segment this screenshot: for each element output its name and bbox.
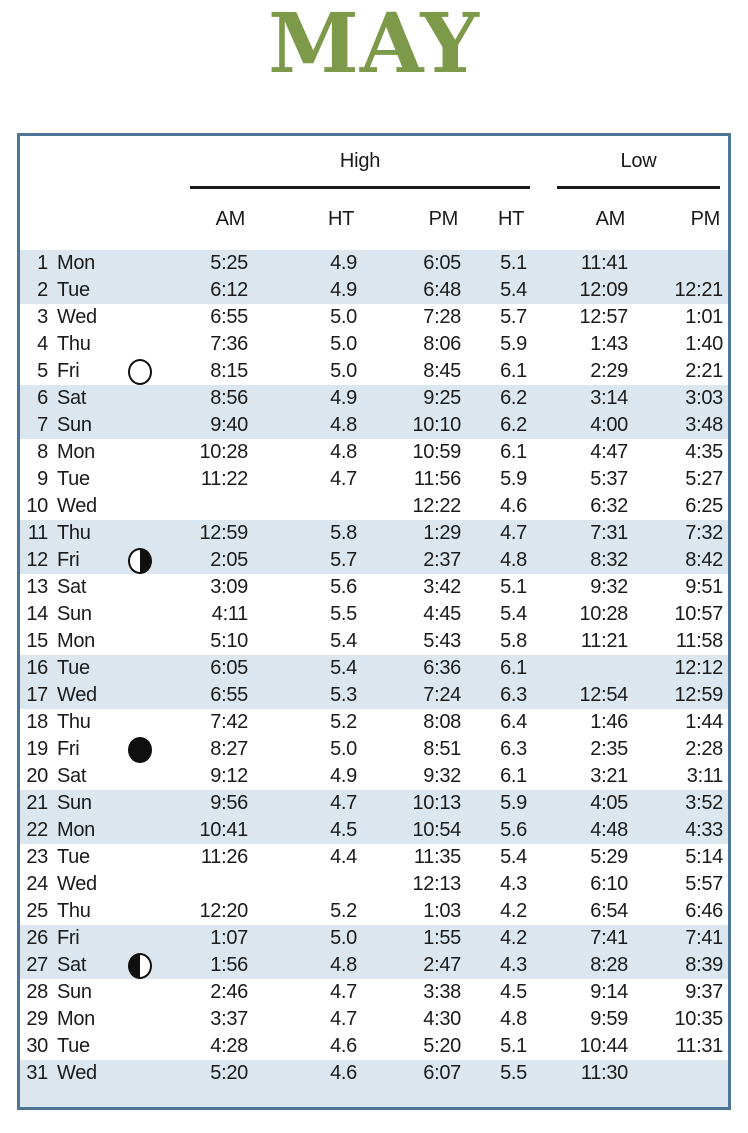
- low-am-time: 3:14: [590, 387, 628, 409]
- low-am-time: 10:44: [579, 1035, 628, 1057]
- high-am-time: 1:56: [210, 954, 248, 976]
- low-am-time: 9:32: [590, 576, 628, 598]
- table-row: [20, 1033, 728, 1060]
- high-am-height: 5.0: [330, 306, 357, 328]
- low-am-time: 11:41: [580, 252, 628, 274]
- table-row: [20, 817, 728, 844]
- first-quarter-moon-icon: [128, 953, 152, 979]
- low-am-time: 4:47: [590, 441, 628, 463]
- high-pm-height: 6.2: [500, 387, 527, 409]
- tide-table: [17, 133, 731, 1110]
- high-pm-height: 6.1: [500, 360, 527, 382]
- high-pm-height: 5.9: [500, 792, 527, 814]
- high-am-time: 9:12: [210, 765, 248, 787]
- low-am-time: 4:48: [590, 819, 628, 841]
- low-am-time: 10:28: [579, 603, 628, 625]
- low-pm-time: 1:40: [685, 333, 723, 355]
- high-pm-time: 1:03: [423, 900, 461, 922]
- high-am-time: 11:22: [200, 468, 248, 490]
- high-pm-time: 8:51: [423, 738, 461, 760]
- low-am-time: 1:43: [590, 333, 628, 355]
- low-pm-time: 2:28: [685, 738, 723, 760]
- low-pm-time: 4:35: [685, 441, 723, 463]
- col-header-high-ht: HT: [327, 208, 354, 230]
- day-number: 2: [37, 279, 48, 301]
- low-am-time: 1:46: [590, 711, 628, 733]
- low-am-time: 8:28: [590, 954, 628, 976]
- day-number: 15: [26, 630, 48, 652]
- day-number: 13: [26, 576, 48, 598]
- high-pm-height: 6.2: [500, 414, 527, 436]
- table-row: [20, 790, 728, 817]
- low-am-time: 3:21: [590, 765, 628, 787]
- high-pm-height: 5.5: [500, 1062, 527, 1084]
- table-row: [20, 952, 728, 979]
- table-row: [20, 871, 728, 898]
- weekday: Mon: [57, 819, 96, 841]
- high-pm-time: 2:37: [423, 549, 461, 571]
- high-pm-height: 4.2: [500, 927, 527, 949]
- high-am-height: 5.7: [330, 549, 357, 571]
- low-underline: [557, 186, 720, 189]
- high-am-time: 8:27: [210, 738, 248, 760]
- high-pm-time: 5:43: [423, 630, 461, 652]
- table-row: [20, 547, 728, 574]
- low-group-label: Low: [620, 149, 657, 172]
- high-am-height: 5.2: [330, 711, 357, 733]
- moon-phase-cell: [115, 359, 165, 385]
- day-number: 5: [37, 360, 48, 382]
- high-pm-height: 5.4: [500, 603, 527, 625]
- low-am-time: 9:59: [590, 1008, 628, 1030]
- table-row: [20, 763, 728, 790]
- table-row: [20, 250, 728, 277]
- day-number: 10: [26, 495, 48, 517]
- day-number: 17: [26, 684, 48, 706]
- table-row: [20, 493, 728, 520]
- high-pm-time: 3:42: [423, 576, 461, 598]
- high-am-time: 9:56: [210, 792, 248, 814]
- low-pm-time: 9:37: [685, 981, 723, 1003]
- high-pm-time: 10:13: [412, 792, 461, 814]
- day-number: 16: [26, 657, 48, 679]
- low-pm-time: 11:58: [675, 630, 723, 652]
- high-am-height: 5.3: [330, 684, 357, 706]
- weekday: Wed: [57, 684, 97, 706]
- weekday: Fri: [57, 360, 80, 382]
- low-am-time: 4:00: [590, 414, 628, 436]
- high-am-height: 4.8: [330, 441, 357, 463]
- high-pm-height: 4.5: [500, 981, 527, 1003]
- high-am-height: 5.0: [330, 738, 357, 760]
- high-pm-height: 5.1: [500, 576, 527, 598]
- day-number: 6: [37, 387, 48, 409]
- high-am-time: 2:05: [210, 549, 248, 571]
- high-am-height: 4.4: [330, 846, 357, 868]
- day-number: 25: [26, 900, 48, 922]
- table-row: [20, 331, 728, 358]
- low-pm-time: 5:27: [685, 468, 723, 490]
- day-number: 7: [37, 414, 48, 436]
- high-am-time: 4:11: [211, 603, 248, 625]
- weekday: Tue: [57, 657, 90, 679]
- table-row: [20, 358, 728, 385]
- low-am-time: 5:29: [590, 846, 628, 868]
- high-group-label: High: [339, 149, 381, 172]
- high-am-height: 4.7: [330, 981, 357, 1003]
- table-row: [20, 1060, 728, 1087]
- low-pm-time: 12:21: [674, 279, 723, 301]
- moon-phase-cell: [115, 548, 165, 574]
- high-am-height: 4.6: [330, 1035, 357, 1057]
- high-pm-height: 6.3: [500, 684, 527, 706]
- low-am-time: 2:29: [590, 360, 628, 382]
- high-am-height: 4.9: [330, 765, 357, 787]
- high-pm-time: 8:08: [423, 711, 461, 733]
- high-pm-height: 4.7: [500, 522, 527, 544]
- full-moon-icon: [128, 359, 152, 385]
- high-pm-time: 9:32: [423, 765, 461, 787]
- weekday: Mon: [57, 441, 96, 463]
- low-am-time: 11:30: [580, 1062, 628, 1084]
- month-title: MAY: [268, 0, 480, 92]
- last-quarter-moon-icon: [128, 548, 152, 574]
- weekday: Sun: [57, 981, 92, 1003]
- high-pm-height: 4.2: [500, 900, 527, 922]
- day-number: 24: [26, 873, 48, 895]
- low-pm-time: 7:32: [685, 522, 723, 544]
- moon-phase-cell: [115, 737, 165, 763]
- low-pm-time: 2:21: [685, 360, 723, 382]
- high-am-height: 4.9: [330, 252, 357, 274]
- day-number: 21: [26, 792, 48, 814]
- high-pm-time: 6:36: [423, 657, 461, 679]
- day-number: 30: [26, 1035, 48, 1057]
- low-pm-time: 3:03: [685, 387, 723, 409]
- high-pm-time: 12:13: [412, 873, 461, 895]
- weekday: Thu: [57, 522, 91, 544]
- low-am-time: 11:21: [580, 630, 628, 652]
- day-number: 19: [26, 738, 48, 760]
- col-header-low-pm: PM: [690, 208, 720, 230]
- weekday: Sat: [57, 387, 87, 409]
- high-am-height: 4.8: [330, 414, 357, 436]
- high-pm-time: 10:59: [412, 441, 461, 463]
- table-row: [20, 628, 728, 655]
- high-am-time: 12:20: [199, 900, 248, 922]
- high-am-height: 4.7: [330, 468, 357, 490]
- table-row: [20, 925, 728, 952]
- weekday: Sat: [57, 765, 87, 787]
- low-am-time: 5:37: [590, 468, 628, 490]
- day-number: 8: [37, 441, 48, 463]
- high-am-time: 1:07: [210, 927, 248, 949]
- high-pm-time: 1:29: [423, 522, 461, 544]
- low-pm-time: 5:57: [685, 873, 723, 895]
- high-pm-height: 4.3: [500, 873, 527, 895]
- low-pm-time: 9:51: [685, 576, 723, 598]
- high-am-time: 6:05: [210, 657, 248, 679]
- table-header: [20, 136, 728, 250]
- weekday: Thu: [57, 711, 91, 733]
- high-am-time: 6:55: [210, 684, 248, 706]
- high-am-time: 12:59: [199, 522, 248, 544]
- high-am-time: 9:40: [210, 414, 248, 436]
- high-am-time: 10:28: [199, 441, 248, 463]
- low-pm-time: 6:46: [685, 900, 723, 922]
- table-row: [20, 1006, 728, 1033]
- weekday: Sat: [57, 954, 87, 976]
- low-am-time: 12:09: [579, 279, 628, 301]
- low-pm-time: 1:44: [685, 711, 723, 733]
- table-row: [20, 709, 728, 736]
- low-am-time: 2:35: [590, 738, 628, 760]
- low-am-time: 9:14: [590, 981, 628, 1003]
- high-pm-height: 4.8: [500, 549, 527, 571]
- col-header-high-pm: PM: [428, 208, 458, 230]
- high-am-height: 4.7: [330, 1008, 357, 1030]
- table-row: [20, 979, 728, 1006]
- high-am-height: 5.0: [330, 360, 357, 382]
- high-am-height: 5.0: [330, 927, 357, 949]
- low-am-time: 8:32: [590, 549, 628, 571]
- high-am-height: 4.5: [330, 819, 357, 841]
- high-pm-height: 5.9: [500, 468, 527, 490]
- high-pm-time: 5:20: [423, 1035, 461, 1057]
- high-am-time: 5:20: [210, 1062, 248, 1084]
- day-number: 4: [37, 333, 48, 355]
- high-pm-height: 4.6: [500, 495, 527, 517]
- table-row: [20, 655, 728, 682]
- table-row: [20, 277, 728, 304]
- high-pm-height: 4.3: [500, 954, 527, 976]
- high-am-height: 4.9: [330, 279, 357, 301]
- day-number: 20: [26, 765, 48, 787]
- high-pm-height: 5.9: [500, 333, 527, 355]
- table-row: [20, 439, 728, 466]
- high-am-height: 5.6: [330, 576, 357, 598]
- high-pm-time: 1:55: [423, 927, 461, 949]
- weekday: Sun: [57, 414, 92, 436]
- high-am-height: 4.7: [330, 792, 357, 814]
- day-number: 27: [26, 954, 48, 976]
- weekday: Tue: [57, 279, 90, 301]
- high-pm-time: 3:38: [423, 981, 461, 1003]
- high-pm-time: 10:10: [412, 414, 461, 436]
- high-pm-time: 2:47: [423, 954, 461, 976]
- low-am-time: 7:41: [590, 927, 628, 949]
- low-pm-time: 11:31: [675, 1035, 723, 1057]
- high-am-time: 7:42: [210, 711, 248, 733]
- weekday: Wed: [57, 306, 97, 328]
- high-pm-time: 8:45: [423, 360, 461, 382]
- high-am-height: 5.8: [330, 522, 357, 544]
- low-pm-time: 8:42: [685, 549, 723, 571]
- high-pm-time: 6:07: [423, 1062, 461, 1084]
- day-number: 23: [26, 846, 48, 868]
- high-am-time: 8:56: [210, 387, 248, 409]
- high-pm-height: 4.8: [500, 1008, 527, 1030]
- high-am-height: 5.4: [330, 657, 357, 679]
- high-am-time: 6:12: [210, 279, 248, 301]
- high-pm-height: 5.4: [500, 279, 527, 301]
- day-number: 14: [26, 603, 48, 625]
- day-number: 9: [37, 468, 48, 490]
- high-am-height: 5.0: [330, 333, 357, 355]
- high-am-height: 4.9: [330, 387, 357, 409]
- low-pm-time: 8:39: [685, 954, 723, 976]
- column-header-row: [20, 189, 728, 250]
- day-number: 3: [37, 306, 48, 328]
- table-row: [20, 736, 728, 763]
- table-row: [20, 466, 728, 493]
- day-number: 29: [26, 1008, 48, 1030]
- weekday: Thu: [57, 900, 91, 922]
- low-pm-time: 12:12: [674, 657, 723, 679]
- weekday: Mon: [57, 630, 96, 652]
- day-number: 11: [27, 522, 48, 544]
- weekday: Sat: [57, 576, 87, 598]
- high-am-time: 10:41: [199, 819, 248, 841]
- moon-phase-cell: [115, 953, 165, 979]
- high-pm-time: 8:06: [423, 333, 461, 355]
- high-pm-height: 6.1: [500, 765, 527, 787]
- table-row: [20, 412, 728, 439]
- high-pm-time: 11:56: [413, 468, 461, 490]
- high-pm-time: 6:48: [423, 279, 461, 301]
- table-row: [20, 304, 728, 331]
- day-number: 22: [26, 819, 48, 841]
- weekday: Tue: [57, 1035, 90, 1057]
- col-header-high-am: AM: [215, 208, 245, 230]
- table-body: [20, 250, 728, 1087]
- high-am-height: 4.6: [330, 1062, 357, 1084]
- day-number: 26: [26, 927, 48, 949]
- high-pm-height: 5.8: [500, 630, 527, 652]
- weekday: Tue: [57, 846, 90, 868]
- high-am-height: 5.5: [330, 603, 357, 625]
- table-row: [20, 520, 728, 547]
- high-pm-height: 5.4: [500, 846, 527, 868]
- high-pm-height: 5.7: [500, 306, 527, 328]
- low-am-time: 4:05: [590, 792, 628, 814]
- high-am-time: 3:09: [210, 576, 248, 598]
- high-am-height: 5.2: [330, 900, 357, 922]
- weekday: Tue: [57, 468, 90, 490]
- high-am-time: 5:25: [210, 252, 248, 274]
- weekday: Sun: [57, 603, 92, 625]
- weekday: Fri: [57, 738, 80, 760]
- low-pm-time: 10:35: [674, 1008, 723, 1030]
- low-am-time: 6:32: [590, 495, 628, 517]
- day-number: 18: [26, 711, 48, 733]
- low-am-time: 12:54: [579, 684, 628, 706]
- col-header-low-am: AM: [595, 208, 625, 230]
- low-am-time: 7:31: [590, 522, 628, 544]
- high-am-time: 4:28: [210, 1035, 248, 1057]
- high-am-time: 5:10: [210, 630, 248, 652]
- low-am-time: 6:54: [590, 900, 628, 922]
- low-am-time: 12:57: [579, 306, 628, 328]
- low-pm-time: 12:59: [674, 684, 723, 706]
- low-pm-time: 5:14: [685, 846, 723, 868]
- high-pm-height: 6.4: [500, 711, 527, 733]
- weekday: Thu: [57, 333, 91, 355]
- high-pm-time: 7:28: [423, 306, 461, 328]
- high-am-height: 5.4: [330, 630, 357, 652]
- low-pm-time: 1:01: [685, 306, 723, 328]
- high-am-time: 8:15: [210, 360, 248, 382]
- high-am-time: 7:36: [210, 333, 248, 355]
- high-am-time: 6:55: [210, 306, 248, 328]
- table-row: [20, 898, 728, 925]
- header-rules: [20, 186, 728, 189]
- low-am-time: 6:10: [590, 873, 628, 895]
- weekday: Wed: [57, 1062, 97, 1084]
- day-number: 1: [37, 252, 48, 274]
- high-am-time: 11:26: [200, 846, 248, 868]
- high-am-time: 2:46: [210, 981, 248, 1003]
- high-pm-height: 6.1: [500, 657, 527, 679]
- day-number: 31: [26, 1062, 48, 1084]
- weekday: Sun: [57, 792, 92, 814]
- high-am-time: 3:37: [210, 1008, 248, 1030]
- high-pm-height: 6.1: [500, 441, 527, 463]
- weekday: Fri: [57, 927, 80, 949]
- high-underline: [190, 186, 530, 189]
- table-row: [20, 844, 728, 871]
- group-header-row: [20, 136, 728, 186]
- high-pm-time: 11:35: [413, 846, 461, 868]
- low-pm-time: 6:25: [685, 495, 723, 517]
- high-pm-height: 5.1: [500, 252, 527, 274]
- weekday: Mon: [57, 252, 96, 274]
- col-header-high-ht2: HT: [497, 208, 524, 230]
- low-pm-time: 3:52: [685, 792, 723, 814]
- table-footer-spacer: [20, 1087, 728, 1107]
- table-row: [20, 574, 728, 601]
- high-pm-time: 9:25: [423, 387, 461, 409]
- day-number: 28: [26, 981, 48, 1003]
- high-pm-time: 12:22: [412, 495, 461, 517]
- high-pm-time: 4:30: [423, 1008, 461, 1030]
- low-pm-time: 7:41: [685, 927, 723, 949]
- weekday: Mon: [57, 1008, 96, 1030]
- high-pm-time: 10:54: [412, 819, 461, 841]
- table-row: [20, 682, 728, 709]
- high-pm-time: 7:24: [423, 684, 461, 706]
- high-pm-height: 5.1: [500, 1035, 527, 1057]
- low-pm-time: 3:11: [686, 765, 723, 787]
- table-row: [20, 601, 728, 628]
- weekday: Fri: [57, 549, 80, 571]
- day-number: 12: [26, 549, 48, 571]
- low-pm-time: 4:33: [685, 819, 723, 841]
- high-pm-time: 6:05: [423, 252, 461, 274]
- high-pm-time: 4:45: [423, 603, 461, 625]
- weekday: Wed: [57, 495, 97, 517]
- low-pm-time: 3:48: [685, 414, 723, 436]
- table-row: [20, 385, 728, 412]
- high-pm-height: 5.6: [500, 819, 527, 841]
- low-pm-time: 10:57: [674, 603, 723, 625]
- high-am-height: 4.8: [330, 954, 357, 976]
- high-pm-height: 6.3: [500, 738, 527, 760]
- new-moon-icon: [128, 737, 152, 763]
- weekday: Wed: [57, 873, 97, 895]
